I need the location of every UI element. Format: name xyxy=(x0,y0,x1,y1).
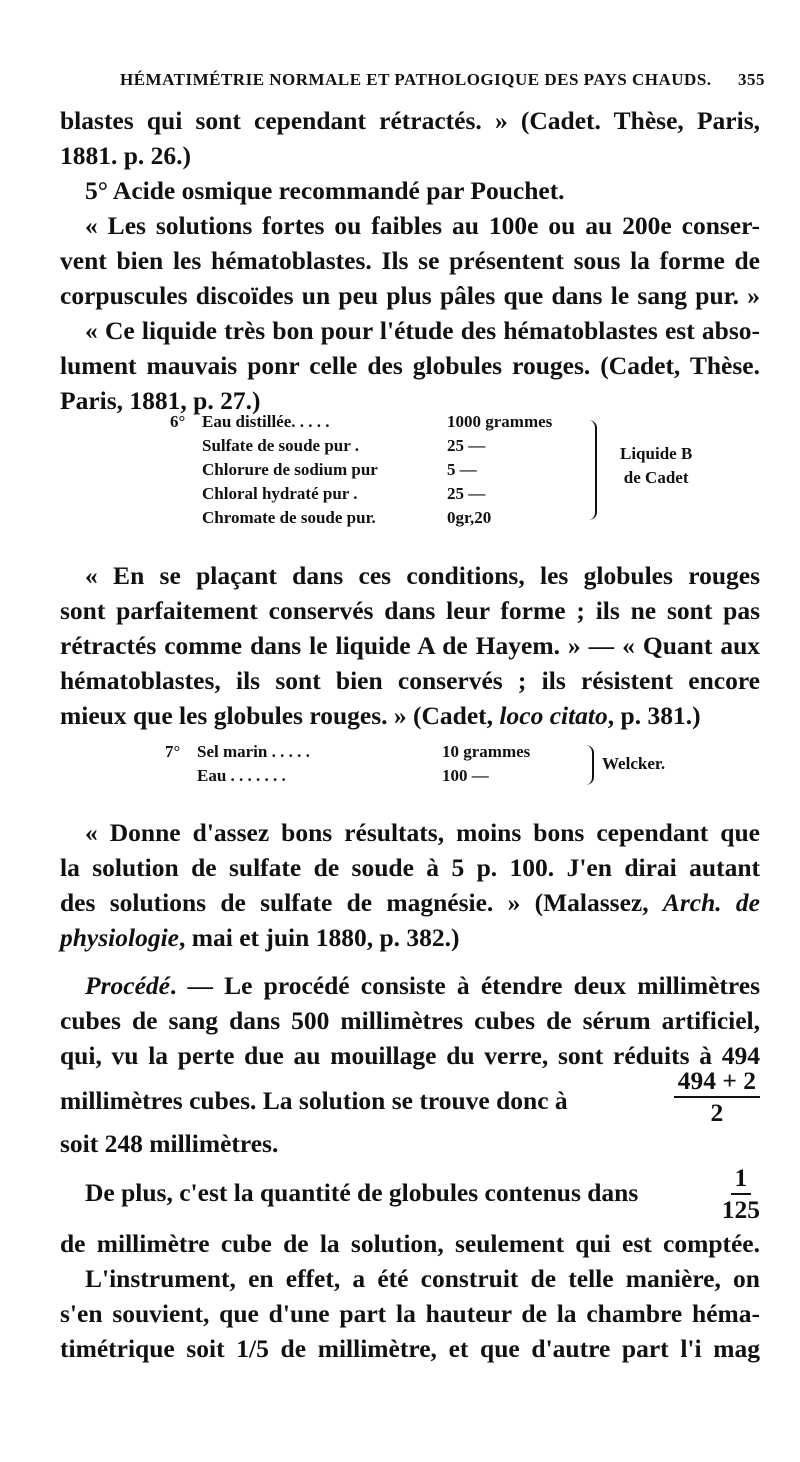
fraction-1-over-125: $\frac{1}{125}$ xyxy=(721,1163,760,1224)
text-line: physiologie, mai et juin 1880, p. 382.) xyxy=(60,923,460,952)
text-line: vent bien les hématoblastes. Ils se présentent sous la forme de xyxy=(60,246,760,275)
paragraph-1 xyxy=(60,103,760,418)
ingredient-qty: 25 — xyxy=(447,436,486,455)
text-line: qui, vu la perte due au mouillage du verre, sont réduits à 494 xyxy=(60,1041,760,1070)
formula-number: 7° xyxy=(165,742,181,761)
text-line: des solutions de sulfate de magnésie. » (Malassez, Arch. de xyxy=(60,888,760,917)
paragraph-4 xyxy=(60,558,760,733)
running-head-title: HÉMATIMÉTRIE NORMALE ET PATHOLOGIQUE DES PAYS CHAUDS. xyxy=(120,70,712,89)
text-line: cubes de sang dans 500 millimètres cubes de sérum artificiel, xyxy=(60,1006,760,1035)
text-line: « En se plaçant dans ces conditions, les globules rouges xyxy=(85,561,760,590)
ingredient-qty: 10 grammes xyxy=(442,742,531,761)
ingredient-name: Eau distillée. . . . . xyxy=(202,412,330,431)
formula-number: 6° xyxy=(170,412,186,431)
paragraph-7 xyxy=(60,1226,760,1366)
ingredient-name: Sulfate de soude pur . xyxy=(202,436,359,455)
text-line: mieux que les globules rouges. » (Cadet, loco citato, p. 381.) xyxy=(60,701,701,730)
ingredient-name: Sel marin . . . . . xyxy=(197,742,310,761)
ingredient-name: Chromate de soude pur. xyxy=(202,508,376,527)
text-line: 5° Acide osmique recommandé par Pouchet. xyxy=(85,176,565,205)
paragraph-7-first xyxy=(60,1163,760,1227)
text-line: rétractés comme dans le liquide A de Hayem. » — « Quant aux xyxy=(60,631,760,660)
ingredient-name: Chlorure de sodium pur xyxy=(202,460,378,479)
text-line: hématoblastes, ils sont bien conservés ; ils résistent encore xyxy=(60,666,760,695)
ingredient-qty: 25 — xyxy=(447,484,486,503)
paragraph-5 xyxy=(60,815,760,955)
text-line: De plus, c'est la quantité de globules contenus dans xyxy=(85,1178,639,1207)
ingredient-qty: 1000 grammes xyxy=(447,412,553,431)
text-line: s'en souvient, que d'une part la hauteur de la chambre héma- xyxy=(60,1299,760,1328)
text-line: « Donne d'assez bons résultats, moins bons cependant que xyxy=(85,818,760,847)
ingredient-qty: 5 — xyxy=(447,460,477,479)
text-line: corpuscules discoïdes un peu plus pâles que dans le sang pur. » xyxy=(60,281,760,310)
text-line: de millimètre cube de la solution, seulement qui est comptée. xyxy=(60,1229,760,1258)
curly-brace xyxy=(584,745,594,785)
fraction-494-plus-2-over-2: $\frac{494 + 2}{2}$ xyxy=(674,1066,760,1128)
text-line: blastes qui sont cependant rétractés. » (Cadet. Thèse, Paris, xyxy=(60,106,760,135)
curly-brace xyxy=(585,420,597,520)
ingredient-name: Chloral hydraté pur . xyxy=(202,484,358,503)
fraction-line xyxy=(60,1066,760,1130)
text-line: Procédé. — Le procédé consiste à étendre deux millimètres xyxy=(85,971,760,1000)
text-line: la solution de sulfate de soude à 5 p. 100. J'en dirai autant xyxy=(60,853,760,882)
text-line: millimètres cubes. La solution se trouve donc à xyxy=(60,1086,568,1115)
text-line: « Ce liquide très bon pour l'étude des hématoblastes est abso- xyxy=(85,316,760,345)
formula-7-label: Welcker. xyxy=(602,754,666,773)
ingredient-name: Eau . . . . . . . xyxy=(197,766,286,785)
text-line: timétrique soit 1/5 de millimètre, et que d'autre part l'i mag xyxy=(60,1334,760,1363)
ingredient-qty: 100 — xyxy=(442,766,489,785)
paragraph-6-end xyxy=(60,1126,760,1161)
text-line: soit 248 millimètres. xyxy=(60,1129,279,1158)
text-line: 1881. p. 26.) xyxy=(60,141,192,170)
ingredient-qty: 0gr,20 xyxy=(447,508,492,527)
page-number: 355 xyxy=(738,70,765,89)
formula-7-table xyxy=(165,740,530,788)
paragraph-6 xyxy=(60,968,760,1073)
text-line: sont parfaitement conservés dans leur forme ; ils ne sont pas xyxy=(60,596,760,625)
formula-6-label: Liquide B de Cadet xyxy=(620,444,693,487)
running-head xyxy=(120,70,765,90)
formula-6-table xyxy=(170,410,552,530)
text-line: L'instrument, en effet, a été construit de telle manière, on xyxy=(85,1264,760,1293)
text-line: Paris, 1881, p. 27.) xyxy=(60,386,261,415)
text-line: « Les solutions fortes ou faibles au 100e ou au 200e conser- xyxy=(85,211,760,240)
text-line: lument mauvais ponr celle des globules rouges. (Cadet, Thèse. xyxy=(60,351,760,380)
